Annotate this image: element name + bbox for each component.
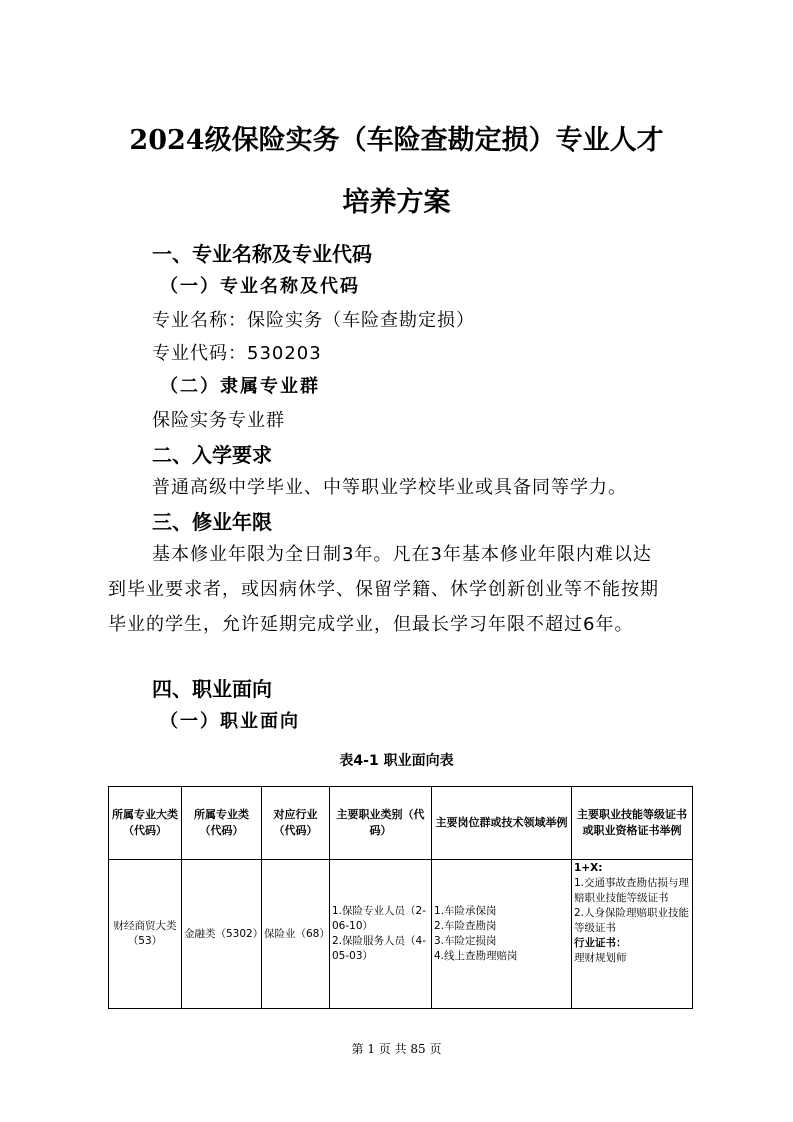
header-cell: 对应行业（代码） bbox=[262, 787, 330, 860]
major-name-line: 专业名称：保险实务（车险查勘定损） bbox=[152, 310, 475, 331]
section-1-heading: 一、专业名称及专业代码 bbox=[152, 242, 372, 266]
positions-cell bbox=[432, 860, 572, 1009]
section-2-heading: 二、入学要求 bbox=[152, 443, 272, 467]
header-cell: 主要岗位群或技术领域举例 bbox=[432, 787, 572, 860]
page-footer: 第 1 页 共 85 页 bbox=[351, 1042, 442, 1056]
study-duration-text: 基本修业年限为全日制3年。凡在3年基本修业年限内难以达到毕业要求者，或因病休学、保留学籍、休学创新创业等不能按期毕业的学生，允许延期完成学业，但最长学习年限不超过6年。 bbox=[108, 544, 659, 635]
header-cell: 所属专业类（代码） bbox=[182, 787, 262, 860]
position-item: 4.线上查勘理赔岗 bbox=[434, 950, 518, 962]
cert-item: 2.人身保险理赔职业技能等级证书 bbox=[574, 907, 690, 934]
cert-label: 1+X: bbox=[574, 862, 603, 874]
section-4-heading: 四、职业面向 bbox=[152, 677, 272, 701]
header-cell: 主要职业技能等级证书或职业资格证书举例 bbox=[572, 787, 693, 860]
table-row bbox=[109, 860, 693, 1009]
section-4-1-heading: （一）职业面向 bbox=[160, 711, 300, 732]
major-code-line: 专业代码：530203 bbox=[152, 343, 322, 364]
section-3-heading: 三、修业年限 bbox=[152, 510, 272, 534]
document-title-line-1: 2024级保险实务（车险查勘定损）专业人才 bbox=[129, 125, 664, 156]
position-item: 3.车险定损岗 bbox=[434, 935, 497, 947]
table-caption: 表4-1 职业面向表 bbox=[339, 753, 454, 769]
class-cell: 金融类（5302） bbox=[182, 860, 262, 1009]
occupation-item: 2.保险服务人员（4-05-03） bbox=[332, 935, 426, 962]
occupations-cell bbox=[330, 860, 432, 1009]
admission-text: 普通高级中学毕业、中等职业学校毕业或具备同等学力。 bbox=[152, 477, 627, 498]
industry-cert-item: 理财规划师 bbox=[574, 952, 627, 964]
category-cell: 财经商贸大类（53） bbox=[109, 860, 182, 1009]
table-header-row bbox=[109, 787, 693, 860]
position-item: 2.车险查勘岗 bbox=[434, 920, 497, 932]
section-1-1-heading: （一）专业名称及代码 bbox=[160, 276, 360, 297]
section-1-2-heading: （二）隶属专业群 bbox=[160, 376, 320, 397]
document-title-line-2: 培养方案 bbox=[342, 187, 451, 218]
certificates-cell bbox=[572, 860, 693, 1009]
major-group-line: 保险实务专业群 bbox=[152, 410, 285, 431]
header-cell: 主要职业类别（代码） bbox=[330, 787, 432, 860]
occupation-item: 1.保险专业人员（2-06-10） bbox=[332, 905, 426, 932]
cert-item: 1.交通事故查勘估损与理赔职业技能等级证书 bbox=[574, 877, 690, 904]
industry-cell: 保险业（68） bbox=[262, 860, 330, 1009]
industry-cert-label: 行业证书： bbox=[574, 937, 627, 949]
position-item: 1.车险承保岗 bbox=[434, 905, 497, 917]
header-cell: 所属专业大类 （代码） bbox=[109, 787, 182, 860]
career-orientation-table bbox=[108, 786, 693, 1009]
